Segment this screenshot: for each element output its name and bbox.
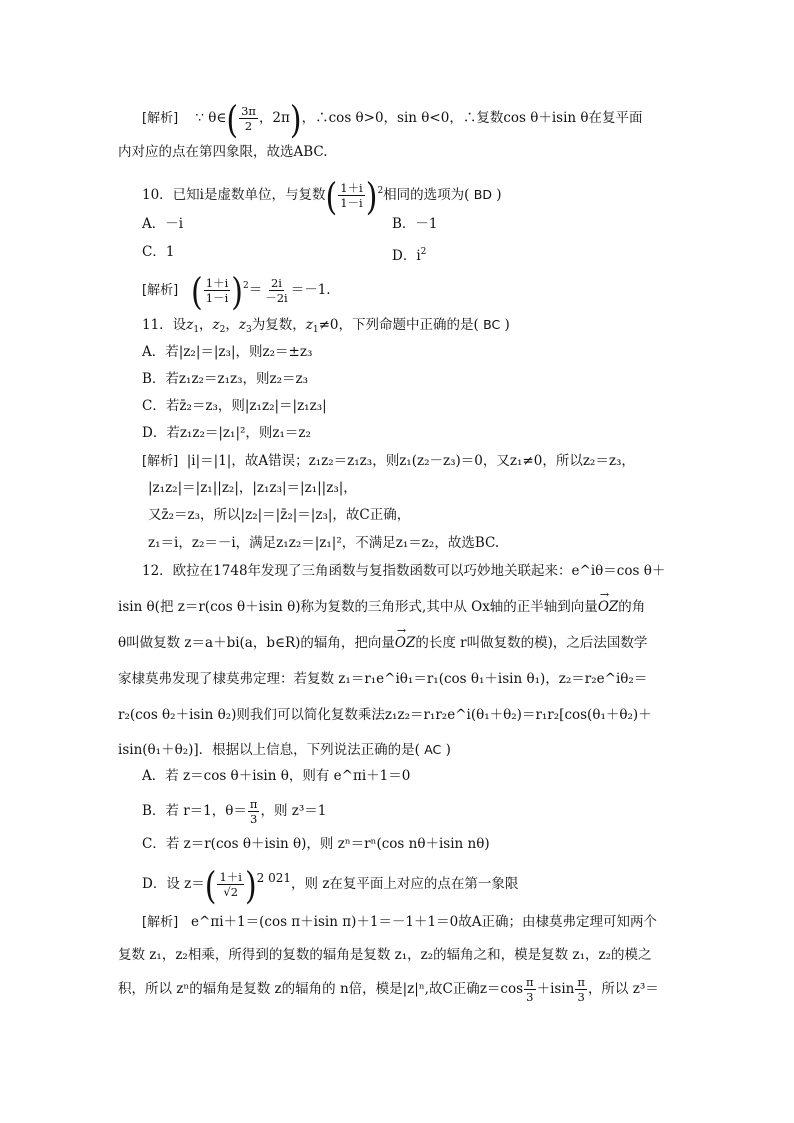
q12-stem-6: isin(θ₁＋θ₂)]．根据以上信息，下列说法正确的是( AC ) <box>118 742 451 758</box>
q11-analysis-4: z₁＝i，z₂＝－i，满足z₁z₂＝|z₁|²，不满足z₁＝z₂，故选BC. <box>148 535 500 551</box>
q12-stem-3: θ叫做复数 z＝a＋bi(a，b∈R)的辐角，把向量→ OZ的长度 r叫做复数的模)，之后法国数学 <box>118 633 647 653</box>
answer-badge: BC <box>483 317 501 332</box>
q11-option-d: D．若z₁z₂＝|z₁|²，则z₁＝z₂ <box>142 425 311 441</box>
answer-badge: AC <box>424 742 442 757</box>
q12-analysis-2: 复数 z₁，z₂相乘，所得到的复数的辐角是复数 z₁，z₂的辐角之和，模是复数 z₁，z₂的模之 <box>118 947 652 963</box>
q12-option-c: C．若 z＝r(cos θ＋isin θ)，则 zⁿ＝rⁿ(cos nθ＋isin nθ) <box>142 836 490 852</box>
q10-option-b: B．－1 <box>392 216 438 232</box>
q12-stem-5: r₂(cos θ₂＋isin θ₂)则我们可以简化复数乘法z₁z₂＝r₁r₂e^i(θ₁＋θ₂)＝r₁r₂[cos(θ₁＋θ₂)＋ <box>118 707 652 723</box>
q12-option-a: A．若 z＝cos θ＋isin θ，则有 e^πi＋1＝0 <box>142 768 411 784</box>
q10-option-a: A．－i <box>142 216 184 232</box>
q10-option-d: D．$i^2$ <box>392 247 427 264</box>
fraction: $\frac{2i}{-2i}$ <box>265 276 288 305</box>
q11-option-a: A．若|z₂|＝|z₃|，则z₂＝±z₃ <box>142 344 313 360</box>
analysis-tag: [解析] <box>142 111 179 126</box>
q11-analysis-3: 又z̄₂＝z₃，所以|z₂|＝|z̄₂|＝|z₃|，故C正确， <box>148 507 411 523</box>
answer-badge: BD <box>473 187 492 202</box>
q11-option-c: C．若z̄₂＝z₃，则|z₁z₂|＝|z₁z₃| <box>142 398 327 414</box>
q12-analysis-1: [解析] e^πi＋1＝(cos π＋isin π)＋1＝－1＋1＝0故A正确；由棣莫弗定理可知两个 <box>142 914 657 930</box>
fraction: $\frac{1+i}{1-i}$ <box>205 276 229 305</box>
fraction: $\frac{\pi}{3}$ <box>526 975 534 1004</box>
q12-stem-4: 家棣莫弗发现了棣莫弗定理：若复数 z₁＝r₁e^iθ₁＝r₁(cos θ₁＋isin θ₁)，z₂＝r₂e^iθ₂＝ <box>118 671 648 687</box>
q11-stem: 11．设$z_1$，$z_2$，$z_3$为复数，$z_1\ne 0$，下列命题中正确的是( BC ) <box>142 317 510 335</box>
q12-stem-1: 12．欧拉在1748年发现了三角函数与复指数函数可以巧妙地关联起来：e^iθ＝cos θ＋ <box>142 563 666 579</box>
q9-analysis-line2: 内对应的点在第四象限，故选ABC. <box>118 144 328 160</box>
q12-stem-2: isin θ(把 z＝r(cos θ＋isin θ)称为复数的三角形式,其中从 Ox轴的正半轴到向量→ OZ的角 <box>118 597 645 617</box>
q11-analysis-2: |z₁z₂|＝|z₁||z₂|，|z₁z₃|＝|z₁||z₃|， <box>148 480 357 496</box>
q11-option-b: B．若z₁z₂＝z₁z₃，则z₂＝z₃ <box>142 371 309 387</box>
q9-analysis-line1: [解析] ∵ θ∈( $\frac{3\pi}{2}$ ，2π)，∴cos θ>0，sin θ<0，∴复数cos θ＋isin θ在复平面 <box>142 98 643 143</box>
q11-analysis-1: [解析] |i|＝|1|，故A错误；z₁z₂＝z₁z₃，则z₁(z₂－z₃)＝0，又z₁≠0，所以z₂＝z₃， <box>142 453 635 469</box>
q10-option-c: C．1 <box>142 244 175 260</box>
fraction: $\frac{\pi}{3}$ <box>577 975 585 1004</box>
vector-oz: → OZ <box>598 597 618 617</box>
q10-stem: 10．已知i是虚数单位，与复数( $\frac{1+i}{1-i}$ )$^2$相同的选项为( BD ) <box>142 175 502 220</box>
fraction: $\frac{1+i}{1-i}$ <box>340 181 363 210</box>
q12-option-d: D．设 z＝( $\frac{1+i}{√2}$ )2 021，则 z在复平面上对应的点在第一象限 <box>142 864 519 909</box>
vector-oz: → OZ <box>395 633 415 653</box>
q12-option-b: B．若 r＝1，θ＝ $\frac{\pi}{3}$ ，则 z³＝1 <box>142 797 327 826</box>
fraction: $\frac{\pi}{3}$ <box>249 797 258 826</box>
q12-analysis-3: 积，所以 zⁿ的辐角是复数 z的辐角的 n倍，模是|z|ⁿ,故C正确z＝cos $\frac{\pi}{3}$ ＋isin $\frac{\pi}{3}$ ，所以 z³＝ <box>118 975 659 1004</box>
q10-analysis: [解析] ( $\frac{1+i}{1-i}$ )$^2$＝ $\frac{2i}{-2i}$ ＝－1. <box>142 270 331 315</box>
fraction: $\frac{1+i}{√2}$ <box>219 870 242 899</box>
fraction: $\frac{3\pi}{2}$ <box>241 104 256 133</box>
